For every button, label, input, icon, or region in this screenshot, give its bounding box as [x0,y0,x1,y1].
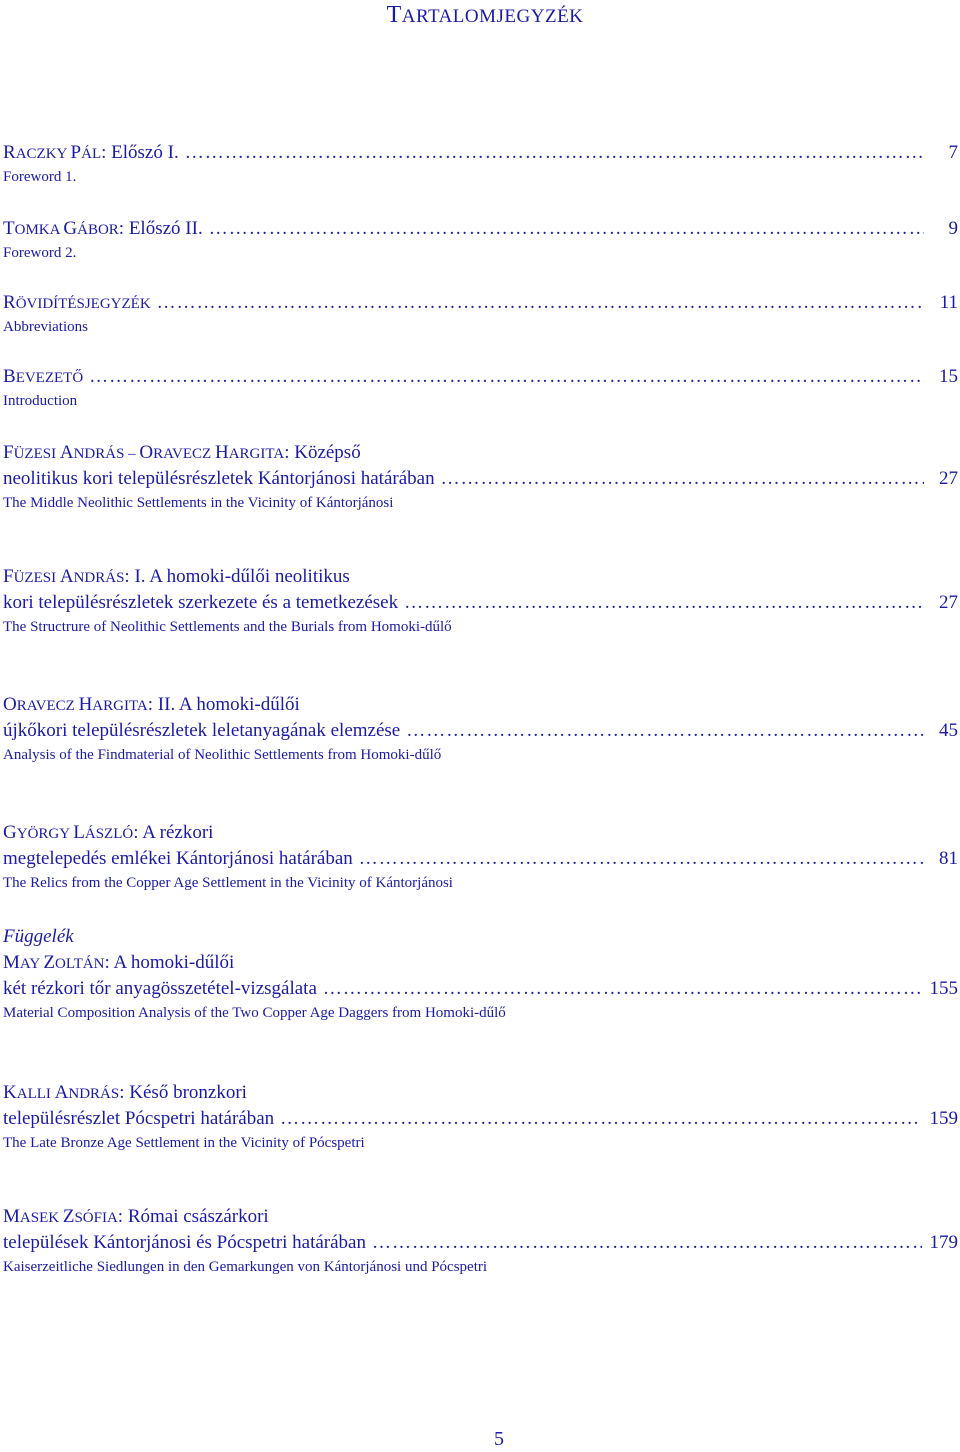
author-name: ASEK [19,1210,63,1226]
entry-title: A homoki-dűlői [113,952,235,973]
author-name: ÜZESI [13,446,60,462]
author-initial: Z [43,952,55,973]
author-separator: : [124,566,135,587]
toc-entry-line [3,1106,958,1132]
toc-entry-heading [3,1080,958,1106]
english-title: The Relics from the Copper Age Settlement in the Vicinity of Kántorjánosi [3,875,453,891]
page-ref: 11 [939,292,958,313]
author-initial: P [70,142,82,163]
author-name: OLTÁN [55,956,105,972]
entry-title-continued: neolitikus kori településrészletek Kántorjánosi határában [3,468,435,489]
toc-entry-heading [3,140,179,166]
author-initial: A [59,442,74,463]
toc-entry-roman-period [3,1204,958,1278]
author-initial: O [3,694,17,715]
author-separator: : [104,952,114,973]
author-initial: M [3,952,20,973]
toc-entry-appendix-daggers [3,924,958,1024]
english-title: The Structrure of Neolithic Settlements and the Burials from Homoki-dűlő [3,619,452,635]
author-name: ALLI [16,1086,55,1102]
english-title: Abbreviations [3,319,88,335]
heading-initial: B [3,366,16,387]
toc-entry-line [3,976,958,1002]
heading-name: EVEZETŐ [15,370,84,386]
author-name: RAVECZ [153,446,215,462]
dot-leader [157,290,924,316]
toc-entry-copper-age [3,820,958,894]
page-title-cap: T [386,2,402,28]
entry-title: Előszó I. [111,142,179,163]
page-title [0,2,960,29]
entry-title-continued: újkőkori településrészletek leletanyagának elemzése [3,720,401,741]
entry-title: Római császárkori [127,1206,269,1227]
dot-leader [359,846,924,872]
toc-entry-line [3,364,958,390]
page-ref: 159 [929,1108,958,1129]
toc-entry-line [3,590,958,616]
toc-entry-line [3,846,958,872]
author-name: SÓFIA [74,1210,118,1226]
page-ref: 15 [939,366,958,387]
english-title: The Late Bronze Age Settlement in the Vicinity of Pócspetri [3,1135,365,1151]
toc-entry-abbreviations [3,290,958,338]
author-separator: : [133,822,143,843]
english-title: Foreword 1. [3,169,77,185]
author-initial: H [214,442,229,463]
author-name: ARGITA [92,698,148,714]
page-ref: 81 [939,848,958,869]
dot-leader [323,976,922,1002]
toc-entry-heading [3,820,958,846]
english-title: Introduction [3,393,78,409]
author-initial: A [54,1082,69,1103]
author-name: ÁSZLÓ [84,826,134,842]
author-initial: T [3,218,15,239]
toc-entry-homoki-structure [3,564,958,638]
author-separator: : [147,694,158,715]
page-ref: 7 [948,142,958,163]
toc-entry-line [3,466,958,492]
author-name: RAVECZ [16,698,79,714]
dot-leader [404,590,924,616]
author-name: NDRÁS – [73,446,140,462]
author-initial: A [59,566,74,587]
english-title: Analysis of the Findmaterial of Neolithic Settlements from Homoki-dűlő [3,747,442,763]
page-ref: 27 [939,592,958,613]
author-name: ÜZESI [13,570,60,586]
author-initial: F [3,442,14,463]
author-separator: : [101,142,112,163]
author-initial: L [73,822,85,843]
toc-entry-heading [3,1204,958,1230]
page-ref: 27 [939,468,958,489]
toc-entry-line [3,1230,958,1256]
author-name: NDRÁS [73,570,125,586]
author-name: ÁBOR [77,222,119,238]
entry-title: A rézkori [142,822,214,843]
dot-leader [280,1106,921,1132]
author-initial: M [3,1206,20,1227]
page-ref: 9 [948,218,958,239]
heading-initial: R [3,292,16,313]
author-initial: K [3,1082,17,1103]
toc-entry-foreword-2 [3,216,958,264]
author-separator: : [117,1206,128,1227]
heading-name: ÖVIDÍTÉSJEGYZÉK [15,296,151,312]
author-initial: F [3,566,14,587]
entry-title: II. A homoki-dűlői [157,694,300,715]
entry-title-continued: települések Kántorjánosi és Pócspetri határában [3,1232,366,1253]
entry-title: I. A homoki-dűlői neolitikus [134,566,350,587]
author-name: ACZKY [15,146,71,162]
page-ref: 45 [939,720,958,741]
dot-leader [441,466,924,492]
author-separator: : [118,218,129,239]
toc-entry-heading [3,564,958,590]
author-name: ARGITA [228,446,285,462]
author-name: AY [19,956,44,972]
entry-title-continued: két rézkori tőr anyagösszetétel-vizsgálata [3,978,317,999]
author-initial: R [3,142,16,163]
author-name: YÖRGY [16,826,74,842]
author-initial: G [3,822,17,843]
author-separator: : [119,1082,130,1103]
english-title: The Middle Neolithic Settlements in the Vicinity of Kántorjánosi [3,495,394,511]
author-initial: Z [62,1206,75,1227]
page-title-rest: ARTALOMJEGYZÉK [401,6,584,27]
author-initial: O [139,442,154,463]
author-name: OMKA [14,222,64,238]
dot-leader [89,364,924,390]
toc-entry-late-bronze-age [3,1080,958,1154]
appendix-heading: Függelék [3,926,74,947]
entry-title-continued: megtelepedés emlékei Kántorjánosi határában [3,848,353,869]
toc-entry-homoki-findmaterial [3,692,958,766]
dot-leader [406,718,924,744]
entry-title: Késő bronzkori [129,1082,247,1103]
toc-entry-line [3,140,958,166]
english-title: Material Composition Analysis of the Two Copper Age Daggers from Homoki-dűlő [3,1005,506,1021]
toc-entry-heading [3,216,203,242]
toc-entry-middle-neolithic [3,440,958,514]
toc-entry-heading [3,692,958,718]
english-title: Kaiserzeitliche Siedlungen in den Gemarkungen von Kántorjánosi und Pócspetri [3,1259,488,1275]
toc-entry-line [3,290,958,316]
author-name: NDRÁS [68,1086,120,1102]
toc-entry-line [3,216,958,242]
dot-leader [185,140,924,166]
toc-entry-line [3,718,958,744]
toc-entry-heading [3,290,151,316]
entry-title: Középső [294,442,361,463]
author-name: ÁL [81,146,102,162]
toc-entry-foreword-1 [3,140,958,188]
toc-entry-heading [3,364,83,390]
author-separator: : [284,442,295,463]
toc-entry-introduction [3,364,958,412]
page-ref: 179 [929,1232,958,1253]
entry-title-continued: kori településrészletek szerkezete és a temetkezések [3,592,399,613]
entry-title: Előszó II. [128,218,203,239]
entry-title-continued: településrészlet Pócspetri határában [3,1108,275,1129]
author-initial: H [78,694,93,715]
toc-entry-heading [3,950,958,976]
page-ref: 155 [929,978,958,999]
author-initial: G [63,218,78,239]
toc-entry-heading [3,440,958,466]
page-number: 5 [494,1428,504,1450]
dot-leader [209,216,924,242]
english-title: Foreword 2. [3,245,77,261]
dot-leader [372,1230,922,1256]
